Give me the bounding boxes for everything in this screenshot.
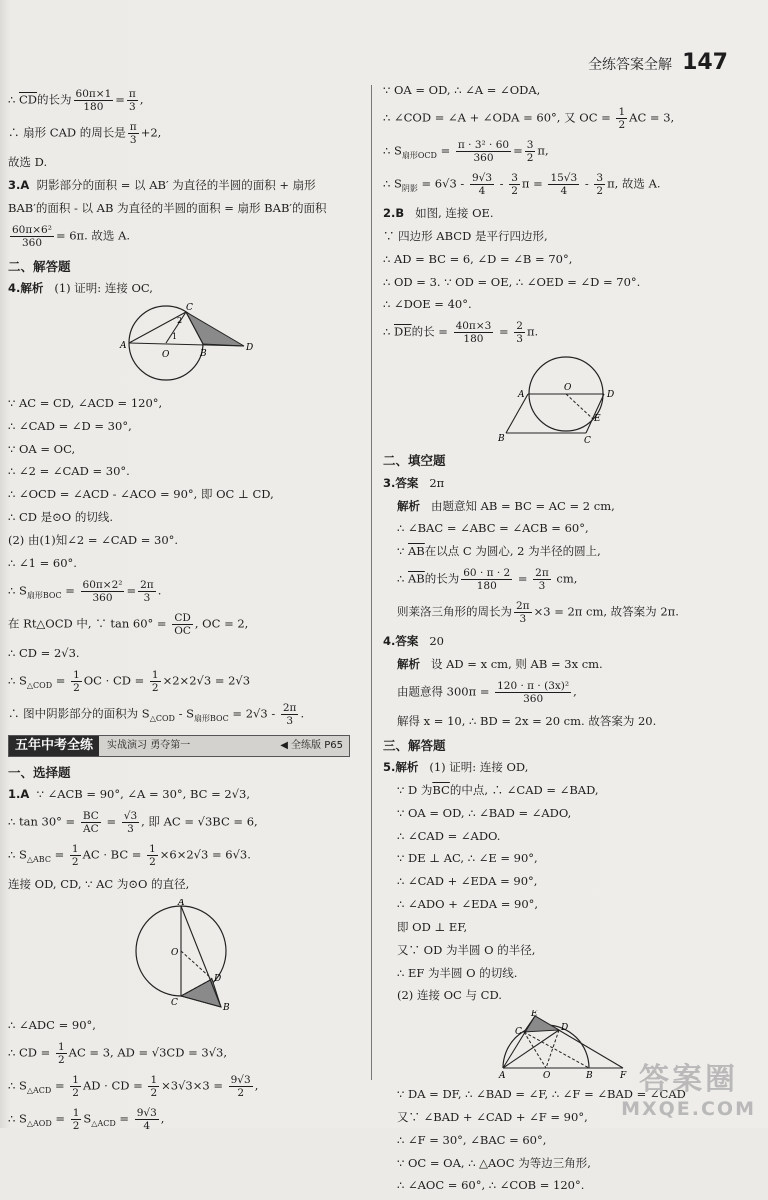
q5-step5: ∴ ∠CAD + ∠EDA = 90°, [397, 874, 538, 889]
q1-step5: ∴ CD = $\frac{1}{2}$ AC = 3, AD = √3CD = 3√3, [8, 1040, 228, 1066]
q4-step9: ∴ $S_{扇形BOC}$ = $\frac{\text{60π×2²}}{360}$ = $\frac{2\pi}{3}$ . [8, 578, 162, 604]
q4-step1: ∵ AC = CD, ∠ACD = 120°, [8, 396, 163, 410]
fig1-label-d: D [245, 343, 253, 353]
fig4-label-e: E [531, 1010, 538, 1020]
r-line2: ∴ ∠COD = ∠A + ∠ODA = 60°, 又 OC = $\frac{1}{2}$ AC = 3, [383, 105, 675, 131]
q3-analysis2: ∴ ∠BAC = ∠ABC = ∠ACB = 60°, [397, 521, 589, 536]
section-heading-solve: 三、解答题 [383, 737, 446, 753]
section-heading-answer: 二、解答题 [8, 258, 71, 274]
q4-step11: ∴ CD = 2√3. [8, 645, 80, 660]
q4-step13: ∴ 图中阴影部分的面积为 $S_{\triangle COD} - S_{扇形BOC} = 2√3$ - $\frac{2\pi}{3}$ . [8, 701, 305, 727]
q5-step6: ∴ ∠ADO + ∠EDA = 90°, [397, 897, 539, 912]
right-column [383, 82, 743, 1200]
watermark-line2: MXQE.COM [621, 1098, 756, 1120]
fig1-label-a: A [119, 341, 126, 351]
q1-step2: ∴ $S_{\triangle ABC}$ = $\frac{1}{2}$ AC · BC = $\frac{1}{2}$ ×6×2√3 = 6√3. [8, 843, 251, 869]
fig3-label-c: C [584, 436, 591, 446]
fig2-label-a: A [177, 899, 184, 909]
fig4-label-d: D [561, 1023, 569, 1034]
r-line3: ∴ $S_{扇形OCD}$ = $\frac{\text{π · 3² · 60}}{360}$ = $\frac{3}{2}$ π, [383, 138, 549, 164]
fig4-label-f: F [620, 1071, 627, 1081]
figure-circle-diameter [131, 899, 241, 1011]
q5-step8: 又∵ OD 为半圆 O 的半径, [397, 942, 536, 957]
fig3-label-e: E [594, 414, 601, 425]
q4-step3: ∵ OA = OC, [8, 441, 76, 456]
q4-analysis3: 解得 x = 10, ∴ BD = 2x = 20 cm. 故答案为 20. [397, 714, 657, 728]
q5-step14: ∵ OC = OA, ∴ △AOC 为等边三角形, [397, 1155, 591, 1170]
q1-step1: ∴ tan 30° = $\frac{BC}{AC}$ = $\frac{√3}{3}$ , 即 AC = √3BC = 6, [8, 810, 258, 836]
fig4-label-a: A [499, 1071, 506, 1081]
fig1-label-1: 1 [171, 332, 177, 341]
q4-step10: 在 Rt△OCD 中, ∵ tan 60° = $\frac{CD}{OC}$ , OC = 2, [8, 611, 249, 637]
q3-answer: 3.答案 2π [383, 475, 445, 490]
left-column [8, 82, 363, 1140]
q4-intro: 4.解析 (1) 证明: 连接 OC, [8, 281, 153, 296]
fig3-label-d: D [607, 390, 615, 401]
fig1-label-c: C [185, 303, 193, 313]
fig1-label-2: 2 [176, 316, 182, 325]
fig4-label-o: O [543, 1071, 551, 1081]
figure-circle-tangent [116, 303, 256, 389]
q2-step2: ∴ AD = BC = 6, ∠D = ∠B = 70°, [383, 251, 573, 266]
q1-intro: 1.A ∵ ∠ACB = 90°, ∠A = 30°, BC = 2√3, [8, 787, 251, 802]
banner-reference: ◀ 全练版 P65 [280, 740, 343, 752]
fig2-label-c: C [170, 998, 178, 1009]
q5-intro: 5.解析 (1) 证明: 连接 OD, [383, 760, 529, 775]
q4-step2: ∴ ∠CAD = ∠D = 30°, [8, 418, 132, 433]
q5-step2: ∵ OA = OD, ∴ ∠BAD = ∠ADO, [397, 805, 572, 820]
fig3-label-b: B [498, 434, 505, 445]
r-line4: ∴ $S_{阴影} = 6√3$ - $\frac{9√3}{4}$ - $\frac{3}{2}$ π = $\frac{15√3}{4}$ - $\frac{3}{2}$ π, 故选 A. [383, 172, 661, 198]
section-banner [8, 735, 350, 757]
q5-step9: ∴ EF 为半圆 O 的切线. [397, 965, 518, 980]
q3-analysis1: 解析 由题意知 AB = BC = AC = 2 cm, [397, 498, 615, 513]
fig2-label-d: D [213, 974, 221, 985]
q3-line2: BAB′的面积 - 以 AB 为直径的半圆的面积 = 扇形 BAB′的面积 [8, 200, 327, 215]
q4-step6: ∴ CD 是⊙O 的切线. [8, 510, 114, 525]
q1-step7: ∴ $S_{\triangle AOD}$ = $\frac{1}{2}$ $S_{\triangle ACD}$ = $\frac{9√3}{4}$ , [8, 1107, 165, 1133]
q1-step4: ∴ ∠ADC = 90°, [8, 1018, 96, 1033]
q4-step7: (2) 由(1)知∠2 = ∠CAD = 30°. [8, 532, 179, 547]
banner-title: 五年中考全练 [9, 736, 99, 756]
q3-analysis5: 则莱洛三角形的周长为 $\frac{2\pi}{3}$ ×3 = 2π cm, 故答案为 2π. [397, 600, 679, 626]
section-heading-choice: 一、选择题 [8, 764, 71, 780]
q5-step1: ∵ D 为$\overline{BC}$的中点, ∴ ∠CAD = ∠BAD, [397, 783, 599, 797]
q2-step4: ∴ ∠DOE = 40°. [383, 297, 472, 312]
q2-step5: ∴ $\overline{DE}$的长 = $\frac{40\pi\times 3}{180}$ = $\frac{2}{3}$ π. [383, 320, 539, 346]
fig1-label-o: O [161, 350, 169, 360]
q5-step15: ∴ ∠AOC = 60°, ∴ ∠COB = 120°. [397, 1178, 585, 1193]
line-arc-length: ∴ $\overline{CD}$的长为 $\frac{60\pi\times 1}{180}$ = $\frac{\pi}{3}$ , [8, 88, 144, 114]
r-line1: ∵ OA = OD, ∴ ∠A = ∠ODA, [383, 83, 541, 97]
section-heading-fill: 二、填空题 [383, 453, 446, 469]
fig2-label-b: B [222, 1003, 230, 1012]
q5-step7: 即 OD ⊥ EF, [397, 919, 468, 934]
fig4-label-b: B [586, 1071, 593, 1081]
fig4-label-c: C [515, 1027, 522, 1038]
q4-analysis1: 解析 设 AD = x cm, 则 AB = 3x cm. [397, 657, 603, 672]
q3-line3: $\frac{\text{60π×6²}}{360}$ = 6π. 故选 A. [12, 223, 131, 249]
line-choose-d: 故选 D. [8, 155, 48, 170]
q3-analysis3: ∵ $\overline{AB}$在以点 C 为圆心, 2 为半径的圆上, [397, 544, 601, 559]
figure-semicircle [493, 1010, 633, 1080]
q2-intro: 2.B 如图, 连接 OE. [383, 206, 494, 221]
banner-subtitle: 实战演习 勇夺第一 [107, 740, 191, 752]
q4-step4: ∴ ∠2 = ∠CAD = 30°. [8, 464, 130, 479]
q1-step3: 连接 OD, CD, ∵ AC 为⊙O 的直径, [8, 877, 190, 892]
q5-step4: ∵ DE ⊥ AC, ∴ ∠E = 90°, [397, 851, 538, 866]
q5-step10: (2) 连接 OC 与 CD. [397, 988, 502, 1003]
q4-analysis2: 由题意得 300π = $\frac{\text{120 · π · (3x)²}}{360}$ , [397, 679, 577, 705]
fig3-label-o: O [564, 383, 572, 394]
q2-step1: ∵ 四边形 ABCD 是平行四边形, [383, 229, 548, 243]
q1-step6: ∴ $S_{\triangle ACD}$ = $\frac{1}{2}$ AD · CD = $\frac{1}{2}$ ×3√3×3 = $\frac{9√3}{2}$ , [8, 1074, 259, 1100]
column-divider [371, 85, 372, 1080]
q5-step13: ∴ ∠F = 30°, ∠BAC = 60°, [397, 1132, 547, 1147]
watermark [621, 1054, 756, 1120]
q4-step8: ∴ ∠1 = 60°. [8, 555, 77, 570]
header-title: 全练答案全解 [588, 57, 673, 73]
q4-step5: ∴ ∠OCD = ∠ACD - ∠ACO = 90°, 即 OC ⊥ CD, [8, 487, 274, 502]
q3-line1: 3.A 阴影部分的面积 = 以 AB′ 为直径的半圆的面积 + 扇形 [8, 178, 316, 193]
watermark-line1: 答案圈 [639, 1062, 739, 1097]
fig1-label-b: B [199, 349, 207, 359]
line-perimeter: ∴ 扇形 CAD 的周长是 $\frac{\pi}{3}$ +2, [8, 121, 162, 147]
q4-step12: ∴ $S_{\triangle COD}$ = $\frac{1}{2}$ OC · CD = $\frac{1}{2}$ ×2×2√3 = 2√3 [8, 668, 251, 694]
page-number: 147 [682, 50, 728, 75]
figure-parallelogram [498, 353, 628, 445]
q5-step11: ∵ DA = DF, ∴ ∠BAD = ∠F, ∴ ∠F = ∠BAD = ∠CAD [397, 1087, 686, 1102]
q4-answer: 4.答案 20 [383, 634, 444, 649]
q5-step3: ∴ ∠CAD = ∠ADO. [397, 828, 501, 843]
q3-analysis4: ∴ $\overline{AB}$的长为 $\frac{60 \cdot \pi \cdot 2}{180}$ = $\frac{2\pi}{3}$ cm, [397, 567, 578, 593]
fig2-label-o: O [170, 948, 178, 959]
page-header [588, 50, 728, 75]
fig3-label-a: A [518, 390, 525, 401]
q5-step12: 又∵ ∠BAD + ∠CAD + ∠F = 90°, [397, 1109, 588, 1124]
q2-step3: ∴ OD = 3. ∵ OD = OE, ∴ ∠OED = ∠D = 70°. [383, 274, 641, 289]
